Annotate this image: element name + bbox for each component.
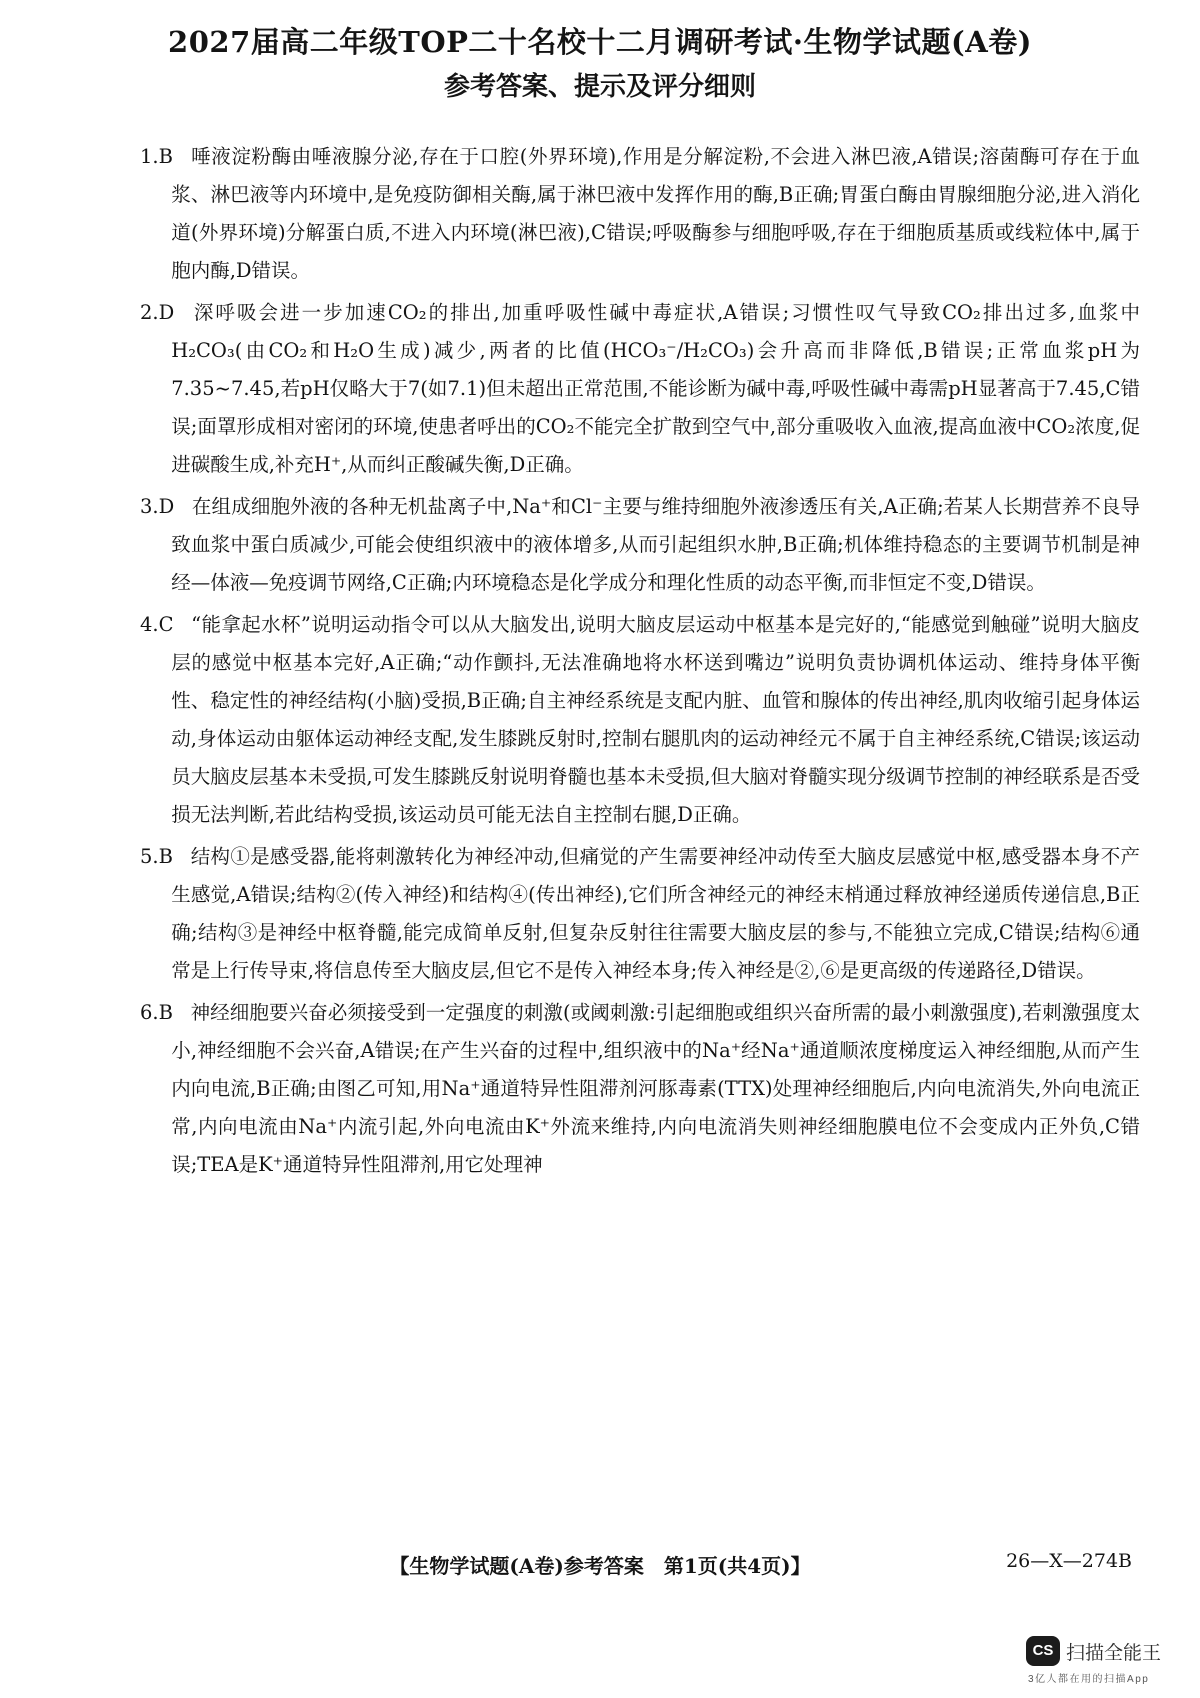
scanner-watermark [1026, 1636, 1184, 1684]
answer-item-6 [140, 994, 1140, 1184]
camscanner-logo-icon: CS [1026, 1636, 1060, 1666]
answer-item-1 [140, 138, 1140, 290]
answer-item-3 [140, 488, 1140, 602]
answer-list [140, 138, 1140, 1188]
answer-number: 4.C [140, 613, 174, 636]
answer-explanation: 结构①是感受器,能将刺激转化为神经冲动,但痛觉的产生需要神经冲动传至大脑皮层感觉中枢,感受器本身不产生感觉,A错误;结构②(传入神经)和结构④(传出神经),它们所含神经元的神经末梢通过释放神经递质传递信息,B正确;结构③是神经中枢脊髓,能完成简单反射,但复杂反射往往需要大脑皮层的参与,不能独立完成,C错误;结构⑥通常是上行传导束,将信息传至大脑皮层,但它不是传入神经本身;传入神经是②,⑥是更高级的传递路径,D错误。 [171, 845, 1140, 982]
answer-number: 6.B [140, 1001, 173, 1024]
answer-number: 3.D [140, 495, 175, 518]
footer-page-info: 【生物学试题(A卷)参考答案 第1页(共4页)】 [389, 1554, 811, 1578]
answer-explanation: “能拿起水杯”说明运动指令可以从大脑发出,说明大脑皮层运动中枢基本是完好的,“能感觉到触碰”说明大脑皮层的感觉中枢基本完好,A正确;“动作颤抖,无法准确地将水杯送到嘴边”说明负责协调机体运动、维持身体平衡性、稳定性的神经结构(小脑)受损,B正确;自主神经系统是支配内脏、血管和腺体的传出神经,肌肉收缩引起身体运动,身体运动由躯体运动神经支配,发生膝跳反射时,控制右腿肌肉的运动神经元不属于自主神经系统,C错误;该运动员大脑皮层基本未受损,可发生膝跳反射说明脊髓也基本未受损,但大脑对脊髓实现分级调节控制的神经联系是否受损无法判断,若此结构受损,该运动员可能无法自主控制右腿,D正确。 [171, 613, 1140, 826]
page-subtitle: 参考答案、提示及评分细则 [443, 72, 756, 102]
watermark-tagline: 3亿人都在用的扫描App [1028, 1674, 1150, 1685]
answer-explanation: 深呼吸会进一步加速CO₂的排出,加重呼吸性碱中毒症状,A错误;习惯性叹气导致CO₂排出过多,血浆中H₂CO₃(由CO₂和H₂O生成)减少,两者的比值(HCO₃⁻/H₂CO₃)会升高而非降低,B错误;正常血浆pH为7.35~7.45,若pH仅略大于7(如7.1)但未超出正常范围,不能诊断为碱中毒,呼吸性碱中毒需pH显著高于7.45,C错误;面罩形成相对密闭的环境,使患者呼出的CO₂不能完全扩散到空气中,部分重吸收入血液,提高血液中CO₂浓度,促进碳酸生成,补充H⁺,从而纠正酸碱失衡,D正确。 [171, 301, 1140, 476]
answer-item-2 [140, 294, 1140, 484]
answer-item-5 [140, 838, 1140, 990]
answer-explanation: 唾液淀粉酶由唾液腺分泌,存在于口腔(外界环境),作用是分解淀粉,不会进入淋巴液,A错误;溶菌酶可存在于血浆、淋巴液等内环境中,是免疫防御相关酶,属于淋巴液中发挥作用的酶,B正确;胃蛋白酶由胃腺细胞分泌,进入消化道(外界环境)分解蛋白质,不进入内环境(淋巴液),C错误;呼吸酶参与细胞呼吸,存在于细胞质基质或线粒体中,属于胞内酶,D错误。 [171, 145, 1140, 282]
answer-explanation: 神经细胞要兴奋必须接受到一定强度的刺激(或阈刺激:引起细胞或组织兴奋所需的最小刺激强度),若刺激强度太小,神经细胞不会兴奋,A错误;在产生兴奋的过程中,组织液中的Na⁺经Na⁺通道顺浓度梯度运入神经细胞,从而产生内向电流,B正确;由图乙可知,用Na⁺通道特异性阻滞剂河豚毒素(TTX)处理神经细胞后,内向电流消失,外向电流正常,内向电流由Na⁺内流引起,外向电流由K⁺外流来维持,内向电流消失则神经细胞膜电位不会变成内正外负,C错误;TEA是K⁺通道特异性阻滞剂,用它处理神 [171, 1001, 1140, 1176]
answer-explanation: 在组成细胞外液的各种无机盐离子中,Na⁺和Cl⁻主要与维持细胞外液渗透压有关,A正确;若某人长期营养不良导致血浆中蛋白质减少,可能会使组织液中的液体增多,从而引起组织水肿,B正确;机体维持稳态的主要调节机制是神经—体液—免疫调节网络,C正确;内环境稳态是化学成分和理化性质的动态平衡,而非恒定不变,D错误。 [171, 495, 1140, 594]
page-footer [0, 1550, 1200, 1580]
answer-number: 2.D [140, 301, 175, 324]
answer-number: 5.B [140, 845, 173, 868]
page-title: 2027届高二年级TOP二十名校十二月调研考试·生物学试题(A卷) [168, 25, 1032, 59]
answer-item-4 [140, 606, 1140, 834]
watermark-app-name: 扫描全能王 [1066, 1643, 1162, 1664]
answer-number: 1.B [140, 145, 173, 168]
footer-exam-code: 26—X—274B [1006, 1550, 1132, 1572]
